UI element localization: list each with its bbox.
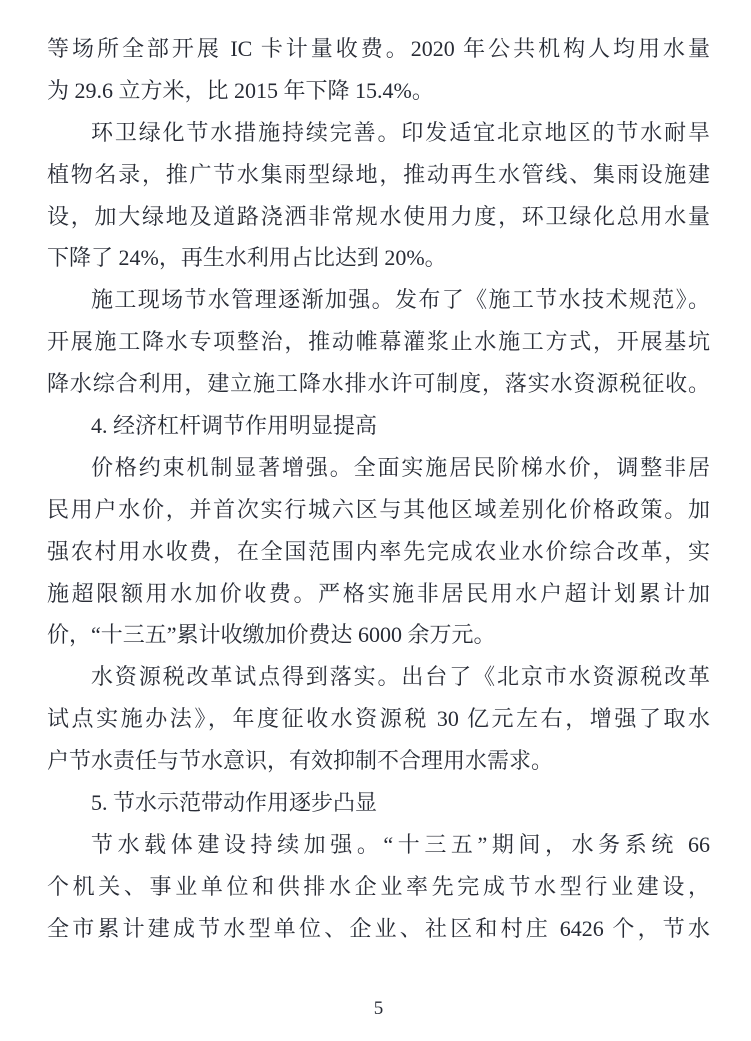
- text-line: 价格约束机制显著增强。全面实施居民阶梯水价，调整非居: [91, 454, 710, 480]
- text-line: 全市累计建成节水型单位、企业、社区和村庄 6426 个，节水: [47, 915, 710, 941]
- text-line: 等场所全部开展 IC 卡计量收费。2020 年公共机构人均用水量: [47, 36, 710, 61]
- text-line: 试点实施办法》，年度征收水资源税 30 亿元左右，增强了取水: [47, 706, 710, 732]
- text-line: 价，“十三五”累计收缴加价费达 6000 余万元。: [47, 622, 496, 648]
- text-line: 个机关、事业单位和供排水企业率先完成节水型行业建设，: [47, 873, 710, 899]
- text-line: 节水载体建设持续加强。“十三五”期间，水务系统 66: [91, 831, 710, 857]
- text-line: 环卫绿化节水措施持续完善。印发适宜北京地区的节水耐旱: [91, 119, 710, 145]
- text-line: 开展施工降水专项整治，推动帷幕灌浆止水施工方式，开展基坑: [47, 329, 710, 355]
- text-line: 水资源税改革试点得到落实。出台了《北京市水资源税改革: [91, 664, 710, 690]
- text-line: 下降了 24%，再生水利用占比达到 20%。: [47, 245, 447, 271]
- text-line: 户节水责任与节水意识，有效抑制不合理用水需求。: [47, 748, 554, 774]
- text-line: 设，加大绿地及道路浇洒非常规水使用力度，环卫绿化总用水量: [47, 203, 710, 229]
- text-line: 4. 经济杠杆调节作用明显提高: [91, 413, 378, 439]
- page-number: 5: [373, 998, 384, 1019]
- text-line: 民用户水价，并首次实行城六区与其他区域差别化价格政策。加: [47, 496, 710, 522]
- document-body: [47, 28, 710, 950]
- text-line: 植物名录，推广节水集雨型绿地，推动再生水管线、集雨设施建: [47, 161, 710, 187]
- text-line: 施超限额用水加价收费。严格实施非居民用水户超计划累计加: [47, 580, 710, 606]
- text-line: 5. 节水示范带动作用逐步凸显: [91, 790, 378, 816]
- text-line: 降水综合利用，建立施工降水排水许可制度，落实水资源税征收。: [47, 371, 710, 397]
- text-line: 施工现场节水管理逐渐加强。发布了《施工节水技术规范》。: [91, 287, 710, 313]
- text-line: 强农村用水收费，在全国范围内率先完成农业水价综合改革，实: [47, 538, 710, 564]
- text-line: 为 29.6 立方米，比 2015 年下降 15.4%。: [47, 77, 434, 103]
